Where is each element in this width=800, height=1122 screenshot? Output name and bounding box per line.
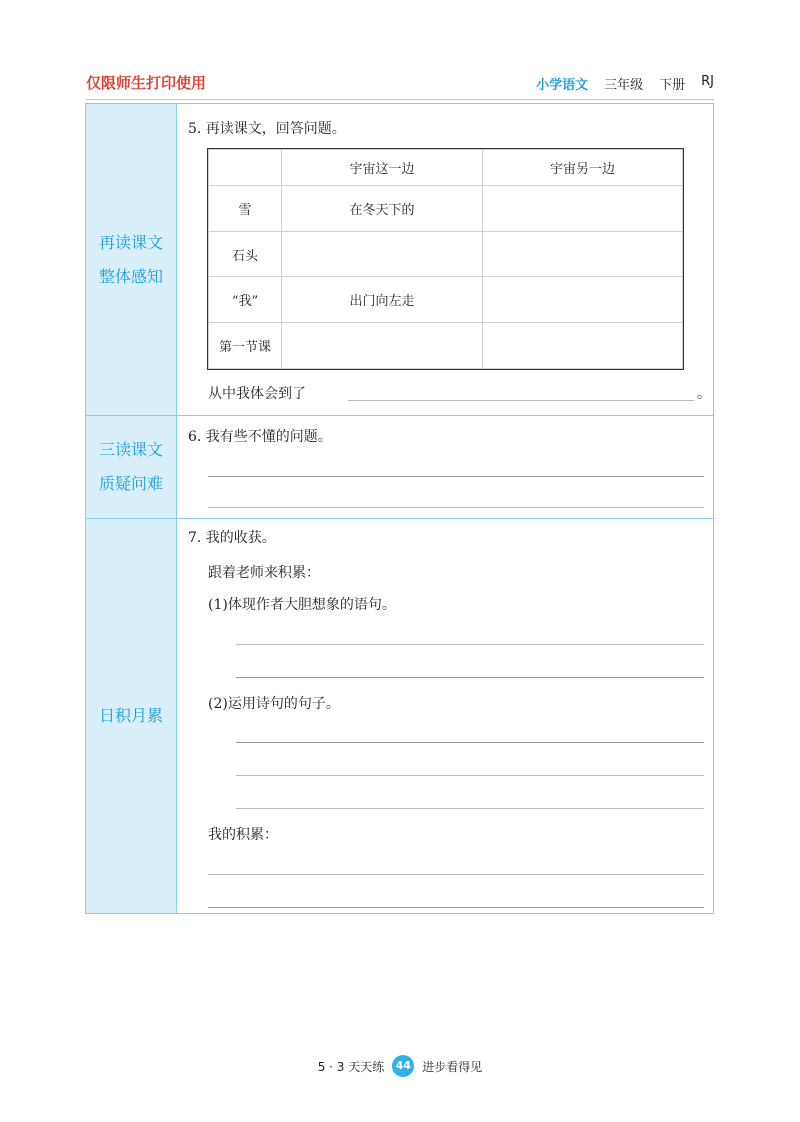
table-cell: 出门向左走	[282, 277, 483, 323]
table-row	[209, 232, 683, 277]
conclusion-suffix: 。	[697, 386, 711, 402]
question-7-title: 7. 我的收获。	[188, 530, 276, 546]
subject-label: 小学语文	[536, 78, 589, 93]
answer-cell[interactable]	[282, 232, 483, 277]
book-info	[536, 74, 714, 93]
table-row	[209, 323, 683, 369]
answer-cell[interactable]	[483, 277, 683, 323]
answer-line[interactable]	[208, 476, 704, 477]
footer-slogan: 进步看得见	[422, 1059, 483, 1074]
section-divider	[86, 415, 713, 416]
answer-cell[interactable]	[483, 323, 683, 369]
section-label: 三读课文	[98, 440, 163, 459]
answer-line[interactable]	[208, 507, 704, 508]
answer-line[interactable]	[208, 874, 704, 875]
table-cell: 在冬天下的	[282, 186, 483, 232]
question-5-table	[208, 149, 683, 369]
answer-cell[interactable]	[483, 232, 683, 277]
answer-cell[interactable]	[483, 186, 683, 232]
section-label: 质疑问难	[98, 474, 163, 493]
volume-label: 下册	[659, 78, 686, 93]
answer-line[interactable]	[236, 677, 704, 678]
section-divider	[86, 518, 713, 519]
grade-label: 三年级	[604, 78, 644, 93]
table-cell: “我”	[209, 277, 282, 323]
header-divider	[86, 99, 714, 100]
table-cell: 石头	[209, 232, 282, 277]
answer-line[interactable]	[236, 742, 704, 743]
answer-cell[interactable]	[282, 323, 483, 369]
page-number: 44	[392, 1055, 414, 1077]
table-cell: 第一节课	[209, 323, 282, 369]
table-header-cell: 宇宙另一边	[483, 150, 683, 186]
section-side-2	[86, 416, 177, 518]
my-accumulation-label: 我的积累：	[208, 827, 278, 843]
page-footer	[0, 1055, 800, 1077]
edition-label: RJ	[701, 74, 714, 89]
table-header-cell: 宇宙这一边	[282, 150, 483, 186]
table-header-cell	[209, 150, 282, 186]
table-row	[209, 186, 683, 232]
section-label: 再读课文	[98, 232, 163, 252]
table-cell: 雪	[209, 186, 282, 232]
table-header-row	[209, 150, 683, 186]
footer-brand: 5 · 3 天天练	[317, 1059, 385, 1074]
answer-line[interactable]	[236, 644, 704, 645]
section-side-3	[86, 519, 177, 913]
follow-teacher-label: 跟着老师来积累：	[208, 565, 320, 581]
conclusion-prefix: 从中我体会到了	[208, 386, 306, 402]
answer-line[interactable]	[236, 808, 704, 809]
sub-question-2: (2)运用诗句的句子。	[208, 696, 340, 712]
sub-question-1: (1)体现作者大胆想象的语句。	[208, 597, 396, 613]
section-label: 整体感知	[98, 266, 163, 286]
table-row	[209, 277, 683, 323]
section-label: 日积月累	[98, 706, 163, 725]
section-side-1	[86, 104, 177, 415]
answer-line[interactable]	[208, 907, 704, 908]
answer-line[interactable]	[236, 775, 704, 776]
question-5-title: 5. 再读课文，回答问题。	[188, 121, 346, 137]
conclusion-answer-line[interactable]	[348, 400, 694, 401]
print-notice: 仅限师生打印使用	[86, 74, 207, 92]
question-6-title: 6. 我有些不懂的问题。	[188, 429, 332, 445]
